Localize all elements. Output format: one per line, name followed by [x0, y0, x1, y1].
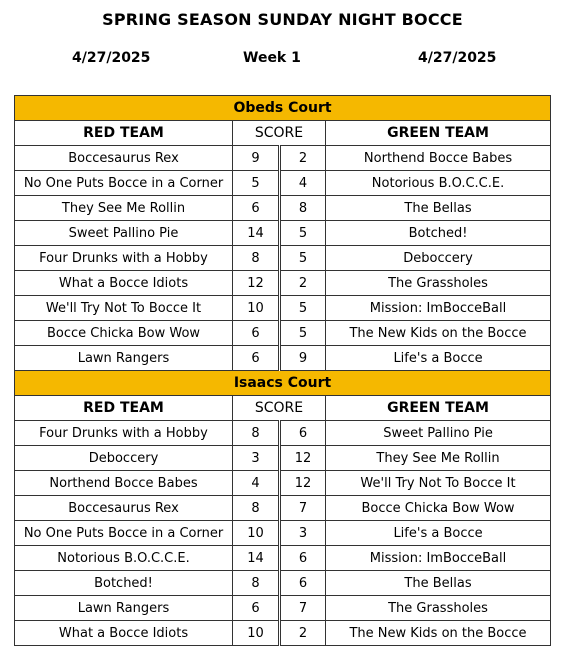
red-score: 6 [233, 596, 280, 621]
date-left: 4/27/2025 [72, 50, 151, 66]
table-row [15, 546, 551, 571]
green-team-name: They See Me Rollin [326, 446, 551, 471]
green-score: 5 [280, 221, 326, 246]
red-score: 8 [233, 496, 280, 521]
table-row [15, 246, 551, 271]
table-row [15, 196, 551, 221]
table-row [15, 621, 551, 646]
green-score: 5 [280, 246, 326, 271]
green-team-header: GREEN TEAM [326, 121, 551, 146]
green-score: 12 [280, 446, 326, 471]
red-team-name: We'll Try Not To Bocce It [15, 296, 233, 321]
red-score: 10 [233, 521, 280, 546]
red-team-header: RED TEAM [15, 396, 233, 421]
red-team-name: Botched! [15, 571, 233, 596]
red-team-name: What a Bocce Idiots [15, 621, 233, 646]
red-team-name: Bocce Chicka Bow Wow [15, 321, 233, 346]
green-score: 5 [280, 321, 326, 346]
red-team-name: What a Bocce Idiots [15, 271, 233, 296]
red-score: 14 [233, 221, 280, 246]
table-row [15, 496, 551, 521]
table-row [15, 471, 551, 496]
red-score: 6 [233, 346, 280, 371]
red-team-name: Notorious B.O.C.C.E. [15, 546, 233, 571]
green-score: 6 [280, 421, 326, 446]
green-team-header: GREEN TEAM [326, 396, 551, 421]
green-score: 3 [280, 521, 326, 546]
red-score: 9 [233, 146, 280, 171]
green-score: 8 [280, 196, 326, 221]
green-team-name: Deboccery [326, 246, 551, 271]
red-score: 12 [233, 271, 280, 296]
red-team-header: RED TEAM [15, 121, 233, 146]
green-team-name: Bocce Chicka Bow Wow [326, 496, 551, 521]
red-score: 8 [233, 246, 280, 271]
red-team-name: Northend Bocce Babes [15, 471, 233, 496]
table-row [15, 271, 551, 296]
red-score: 14 [233, 546, 280, 571]
red-team-name: Lawn Rangers [15, 346, 233, 371]
green-score: 2 [280, 271, 326, 296]
green-team-name: We'll Try Not To Bocce It [326, 471, 551, 496]
red-team-name: No One Puts Bocce in a Corner [15, 171, 233, 196]
table-row [15, 421, 551, 446]
red-score: 4 [233, 471, 280, 496]
green-team-name: Sweet Pallino Pie [326, 421, 551, 446]
green-score: 9 [280, 346, 326, 371]
table-row [15, 446, 551, 471]
green-team-name: The New Kids on the Bocce [326, 321, 551, 346]
court-header-row [15, 96, 551, 121]
green-team-name: Northend Bocce Babes [326, 146, 551, 171]
court-name: Isaacs Court [15, 371, 551, 396]
table-row [15, 346, 551, 371]
green-score: 2 [280, 146, 326, 171]
green-score: 5 [280, 296, 326, 321]
page-title: SPRING SEASON SUNDAY NIGHT BOCCE [102, 10, 463, 29]
green-score: 12 [280, 471, 326, 496]
table-row [15, 571, 551, 596]
red-team-name: Four Drunks with a Hobby [15, 246, 233, 271]
red-team-name: No One Puts Bocce in a Corner [15, 521, 233, 546]
table-row [15, 146, 551, 171]
green-team-name: Botched! [326, 221, 551, 246]
red-team-name: Deboccery [15, 446, 233, 471]
green-team-name: The Grassholes [326, 596, 551, 621]
green-score: 7 [280, 596, 326, 621]
table-row [15, 596, 551, 621]
green-score: 6 [280, 571, 326, 596]
green-team-name: Mission: ImBocceBall [326, 296, 551, 321]
court-header-row [15, 371, 551, 396]
table-row [15, 296, 551, 321]
schedule-table [14, 95, 551, 646]
green-team-name: Life's a Bocce [326, 521, 551, 546]
date-right: 4/27/2025 [418, 50, 497, 66]
red-team-name: Boccesaurus Rex [15, 146, 233, 171]
table-row [15, 221, 551, 246]
green-team-name: The New Kids on the Bocce [326, 621, 551, 646]
green-team-name: Notorious B.O.C.C.E. [326, 171, 551, 196]
red-score: 6 [233, 321, 280, 346]
green-score: 7 [280, 496, 326, 521]
green-score: 6 [280, 546, 326, 571]
red-score: 5 [233, 171, 280, 196]
red-score: 8 [233, 421, 280, 446]
red-score: 6 [233, 196, 280, 221]
green-score: 2 [280, 621, 326, 646]
column-header-row [15, 396, 551, 421]
column-header-row [15, 121, 551, 146]
table-row [15, 321, 551, 346]
red-score: 8 [233, 571, 280, 596]
schedule-body [15, 96, 551, 646]
green-team-name: The Bellas [326, 196, 551, 221]
red-team-name: Lawn Rangers [15, 596, 233, 621]
green-team-name: Mission: ImBocceBall [326, 546, 551, 571]
table-row [15, 521, 551, 546]
court-name: Obeds Court [15, 96, 551, 121]
week-label: Week 1 [243, 50, 301, 66]
green-team-name: The Grassholes [326, 271, 551, 296]
green-team-name: The Bellas [326, 571, 551, 596]
red-team-name: Sweet Pallino Pie [15, 221, 233, 246]
red-team-name: Boccesaurus Rex [15, 496, 233, 521]
red-team-name: They See Me Rollin [15, 196, 233, 221]
red-team-name: Four Drunks with a Hobby [15, 421, 233, 446]
red-score: 10 [233, 621, 280, 646]
green-score: 4 [280, 171, 326, 196]
green-team-name: Life's a Bocce [326, 346, 551, 371]
score-header: SCORE [233, 396, 326, 421]
score-header: SCORE [233, 121, 326, 146]
red-score: 10 [233, 296, 280, 321]
table-row [15, 171, 551, 196]
red-score: 3 [233, 446, 280, 471]
